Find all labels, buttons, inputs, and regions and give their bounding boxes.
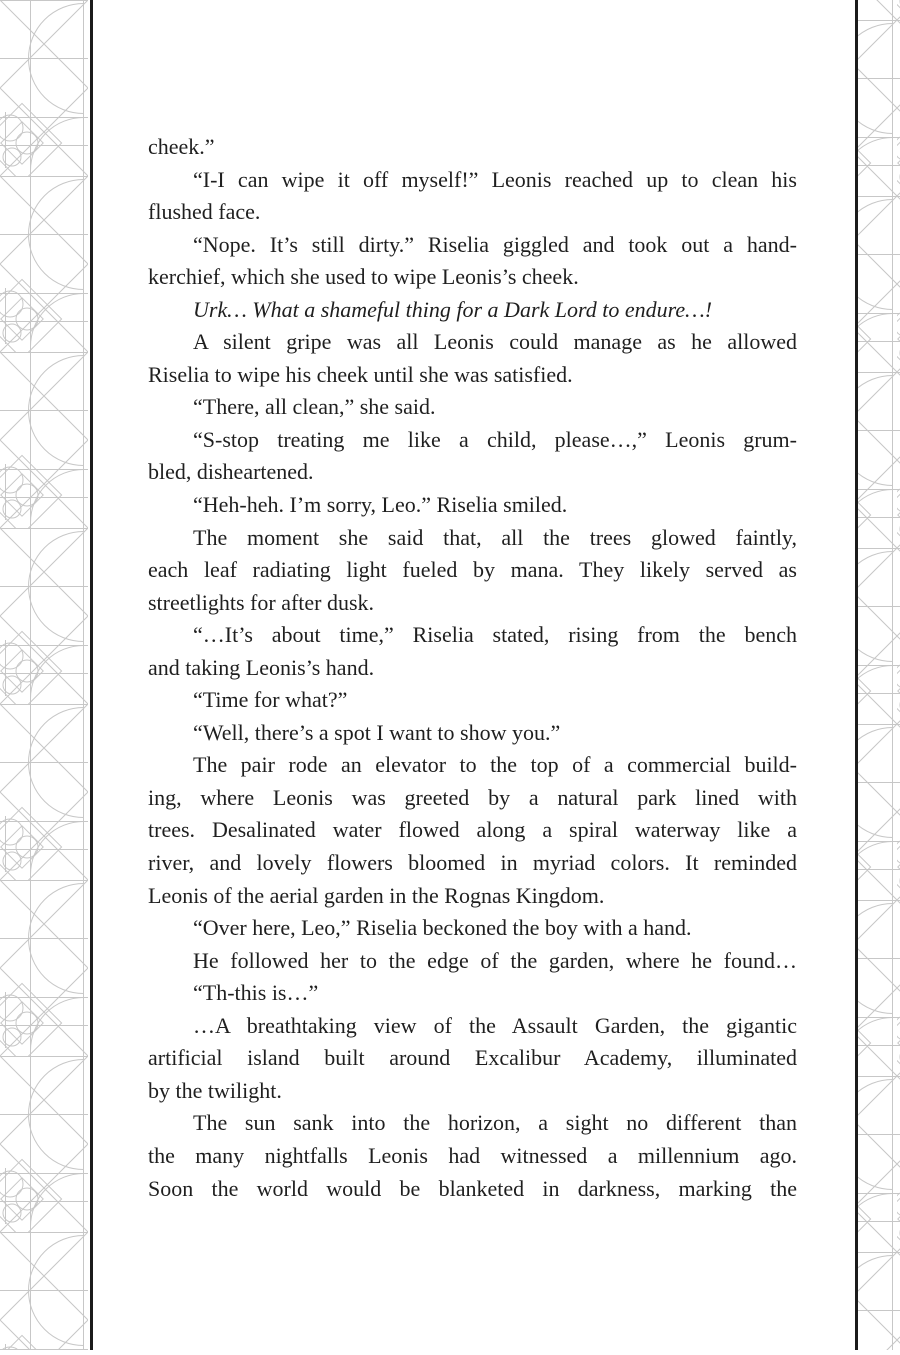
paragraph xyxy=(148,945,797,978)
text-line: “Time for what?” xyxy=(193,687,348,713)
text-line: The moment she said that, all the trees glowed faintly, xyxy=(193,524,797,550)
paragraph xyxy=(148,522,797,620)
text-line: Soon the world would be blanketed in darkness, marking the xyxy=(148,1175,797,1201)
paragraph xyxy=(148,977,797,1010)
text-line: streetlights for after dusk. xyxy=(148,589,375,615)
text-line: “S-stop treating me like a child, please…,” Leonis grum- xyxy=(193,426,797,452)
text-line: He followed her to the edge of the garden, where he found… xyxy=(193,947,797,973)
text-line: Riselia to wipe his cheek until she was satisfied. xyxy=(148,361,573,387)
right-ornament-border xyxy=(858,0,900,1350)
text-block xyxy=(148,131,797,1205)
text-line: The sun sank into the horizon, a sight no different than xyxy=(193,1110,797,1136)
text-line: “Over here, Leo,” Riselia beckoned the boy with a hand. xyxy=(193,915,692,941)
text-line: “Nope. It’s still dirty.” Riselia giggled and took out a hand- xyxy=(193,231,797,257)
paragraph xyxy=(148,749,797,912)
paragraph xyxy=(148,1010,797,1108)
text-line: trees. Desalinated water flowed along a spiral waterway like a xyxy=(148,817,797,843)
paragraph xyxy=(148,489,797,522)
text-line: A silent gripe was all Leonis could manage as he allowed xyxy=(193,329,797,355)
text-line: artificial island built around Excalibur Academy, illuminated xyxy=(148,1045,797,1071)
text-line: Urk… What a shameful thing for a Dark Lord to endure…! xyxy=(193,296,713,322)
text-line: “There, all clean,” she said. xyxy=(193,394,436,420)
left-border-rule xyxy=(90,0,93,1350)
text-line: kerchief, which she used to wipe Leonis’s cheek. xyxy=(148,264,579,290)
right-border-rule xyxy=(855,0,858,1350)
text-line: “Th-this is…” xyxy=(193,980,319,1006)
text-line: bled, disheartened. xyxy=(148,459,314,485)
paragraph xyxy=(148,131,797,164)
text-line: by the twilight. xyxy=(148,1077,282,1103)
text-line: …A breathtaking view of the Assault Garden, the gigantic xyxy=(193,1012,797,1038)
text-line: “…It’s about time,” Riselia stated, rising from the bench xyxy=(193,622,797,648)
guilloche-pattern-left xyxy=(0,0,88,1350)
paragraph xyxy=(148,391,797,424)
text-line: and taking Leonis’s hand. xyxy=(148,654,375,680)
paragraph xyxy=(148,164,797,229)
text-line: the many nightfalls Leonis had witnessed a millennium ago. xyxy=(148,1142,797,1168)
text-line: flushed face. xyxy=(148,199,261,225)
paragraph xyxy=(148,424,797,489)
text-line: Leonis of the aerial garden in the Rognas Kingdom. xyxy=(148,882,605,908)
left-ornament-border xyxy=(0,0,88,1350)
paragraph xyxy=(148,1107,797,1205)
paragraph xyxy=(148,717,797,750)
paragraph xyxy=(148,326,797,391)
text-line: river, and lovely flowers bloomed in myriad colors. It reminded xyxy=(148,850,797,876)
paragraph xyxy=(148,684,797,717)
text-line: cheek.” xyxy=(148,134,215,159)
text-line: “Well, there’s a spot I want to show you.” xyxy=(193,719,561,745)
text-line: “Heh-heh. I’m sorry, Leo.” Riselia smiled. xyxy=(193,492,568,518)
paragraph xyxy=(148,229,797,294)
guilloche-pattern-right xyxy=(858,0,900,1350)
text-line: ing, where Leonis was greeted by a natural park lined with xyxy=(148,784,797,810)
paragraph xyxy=(148,619,797,684)
paragraph xyxy=(148,912,797,945)
text-line: each leaf radiating light fueled by mana. They likely served as xyxy=(148,557,797,583)
text-line: The pair rode an elevator to the top of a commercial build- xyxy=(193,752,797,778)
text-line: “I-I can wipe it off myself!” Leonis reached up to clean his xyxy=(193,166,797,192)
paragraph xyxy=(148,294,797,327)
